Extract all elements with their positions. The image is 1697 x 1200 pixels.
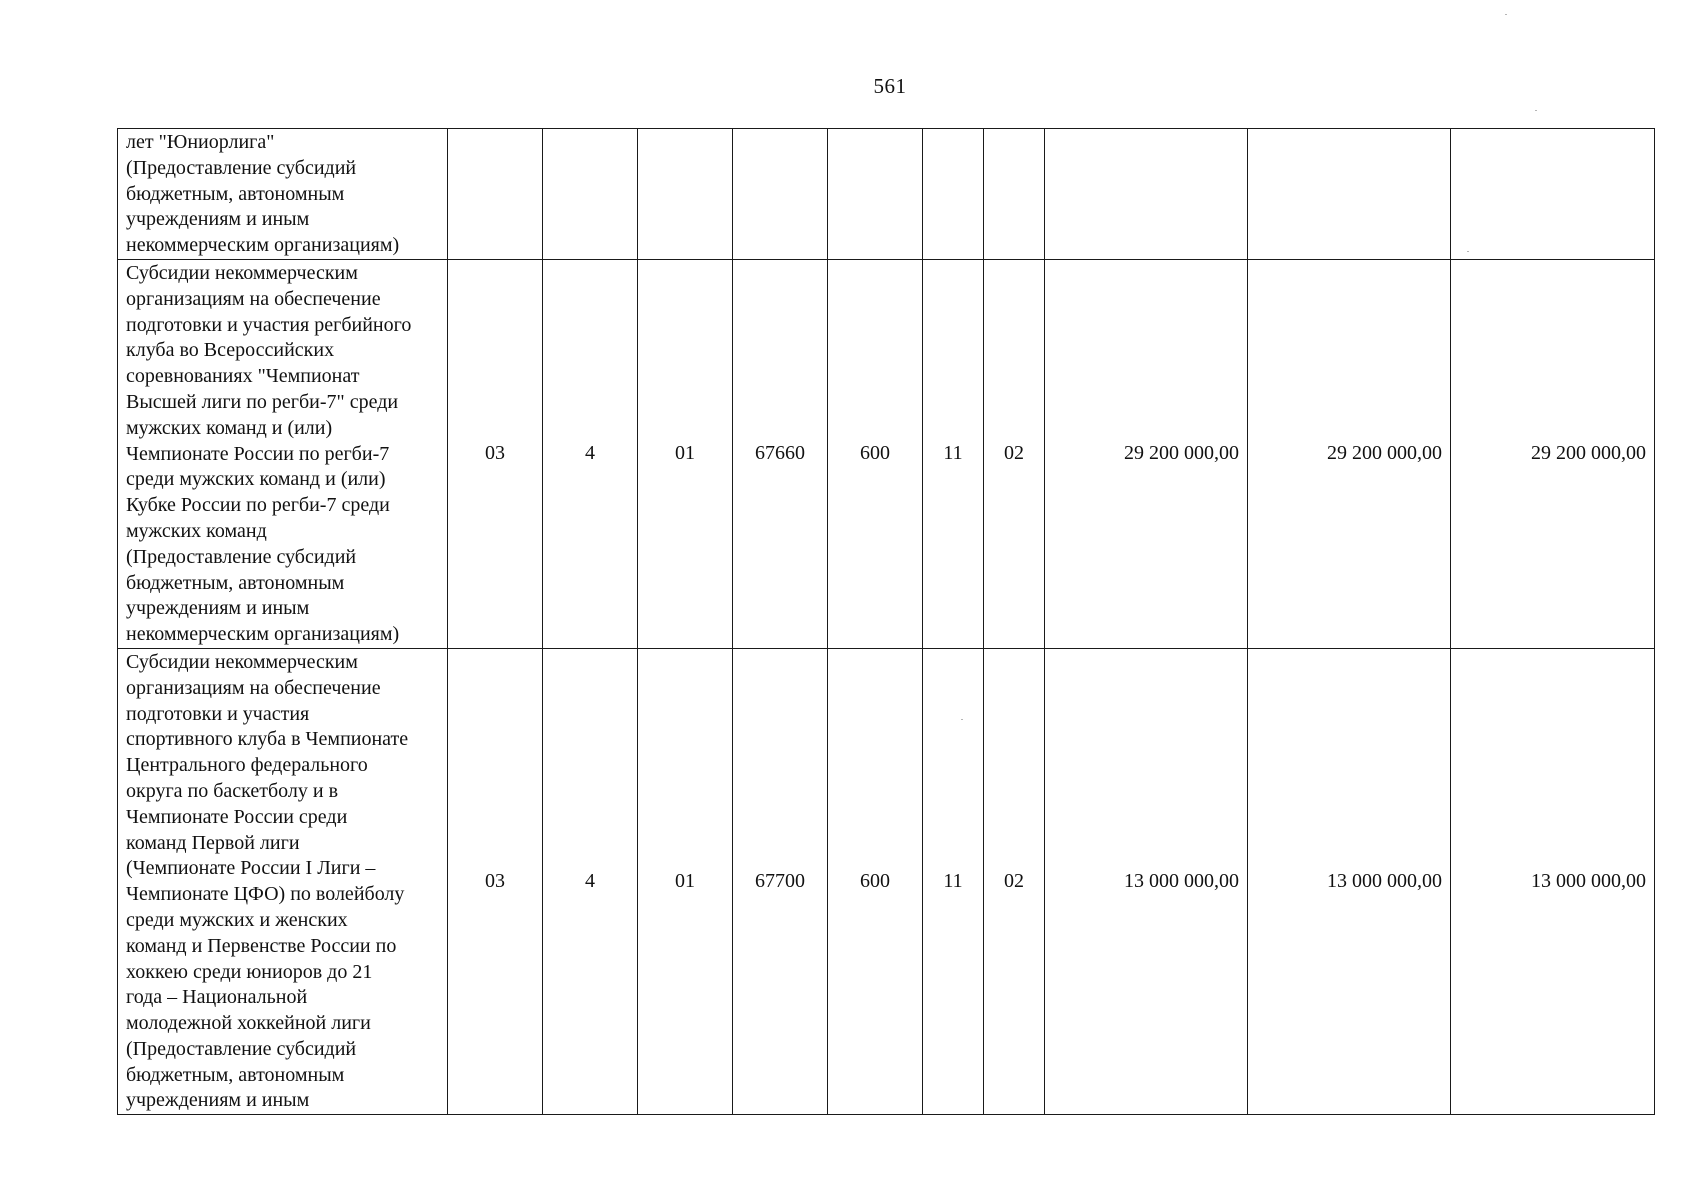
code-cell: 600 [828,648,923,1114]
code-cell: 01 [638,259,733,648]
description-line: среди мужских команд и (или) [126,468,386,491]
description-line: бюджетным, автономным [126,182,345,205]
scan-speck [1535,110,1537,111]
description-line: Субсидии некоммерческим [126,261,358,284]
amount-cell [1248,129,1451,260]
description-line: бюджетным, автономным [126,571,345,594]
description-line: молодежной хоккейной лиги [126,1012,371,1035]
description-line: учреждениям и иным [126,597,310,620]
row-description [118,259,448,648]
description-line: Центрального федерального [126,754,368,777]
code-cell [828,129,923,260]
amount-cell: 29 200 000,00 [1248,259,1451,648]
code-cell: 11 [923,648,984,1114]
code-cell: 4 [543,648,638,1114]
code-cell: 02 [984,648,1045,1114]
description-line: клуба во Всероссийских [126,339,335,362]
page-number: 561 [873,74,907,98]
amount-cell: 13 000 000,00 [1045,648,1248,1114]
description-line: спортивного клуба в Чемпионате [126,728,409,751]
description-line: некоммерческим организациям) [126,234,400,257]
description-line: учреждениям и иным [126,1089,310,1112]
code-cell [733,129,828,260]
description-line: среди мужских и женских [126,908,348,931]
description-line: подготовки и участия регбийного [126,313,412,336]
code-cell: 600 [828,259,923,648]
scan-speck [961,719,963,720]
code-cell: 4 [543,259,638,648]
description-line: (Предоставление субсидий [126,1037,357,1060]
description-line: года – Национальной [126,986,308,1009]
description-line: лет "Юниорлига" [126,131,275,153]
code-cell: 01 [638,648,733,1114]
description-line: округа по баскетболу и в [126,779,339,802]
description-line: хоккею среди юниоров до 21 [126,960,373,983]
amount-cell: 13 000 000,00 [1248,648,1451,1114]
description-line: команд и Первенстве России по [126,934,397,957]
code-cell [984,129,1045,260]
amount-cell [1045,129,1248,260]
description-line: бюджетным, автономным [126,1063,345,1086]
row-description [118,648,448,1114]
code-cell: 11 [923,259,984,648]
code-cell: 67660 [733,259,828,648]
code-cell: 02 [984,259,1045,648]
scan-speck [1505,14,1507,15]
code-cell: 03 [448,648,543,1114]
description-line: Субсидии некоммерческим [126,650,358,673]
code-cell [923,129,984,260]
description-line: организациям на обеспечение [126,676,381,699]
description-line: команд Первой лиги [126,831,300,854]
description-line: мужских команд [126,519,267,542]
code-cell [543,129,638,260]
budget-table [117,128,1655,1115]
code-cell [448,129,543,260]
description-line: мужских команд и (или) [126,416,333,439]
description-line: Высшей лиги по регби-7" среди [126,390,399,413]
scan-speck [1467,251,1469,252]
description-line: соревнованиях "Чемпионат [126,365,360,388]
description-line: (Предоставление субсидий [126,156,357,179]
table-row [118,259,1655,648]
amount-cell: 29 200 000,00 [1045,259,1248,648]
description-line: Чемпионате ЦФО) по волейболу [126,883,405,906]
budget-table-body [118,129,1655,1115]
description-line: (Чемпионате России I Лиги – [126,857,376,880]
description-line: Чемпионате России по регби-7 [126,442,390,465]
description-line: организациям на обеспечение [126,287,381,310]
code-cell: 67700 [733,648,828,1114]
description-line: (Предоставление субсидий [126,545,357,568]
description-line: Чемпионате России среди [126,805,348,828]
row-description [118,129,448,260]
description-line: учреждениям и иным [126,208,310,231]
table-row [118,648,1655,1114]
amount-cell: 13 000 000,00 [1451,648,1655,1114]
description-line: подготовки и участия [126,702,310,725]
description-line: некоммерческим организациям) [126,623,400,646]
table-row [118,129,1655,260]
amount-cell: 29 200 000,00 [1451,259,1655,648]
code-cell [638,129,733,260]
amount-cell [1451,129,1655,260]
description-line: Кубке России по регби-7 среди [126,494,390,517]
code-cell: 03 [448,259,543,648]
